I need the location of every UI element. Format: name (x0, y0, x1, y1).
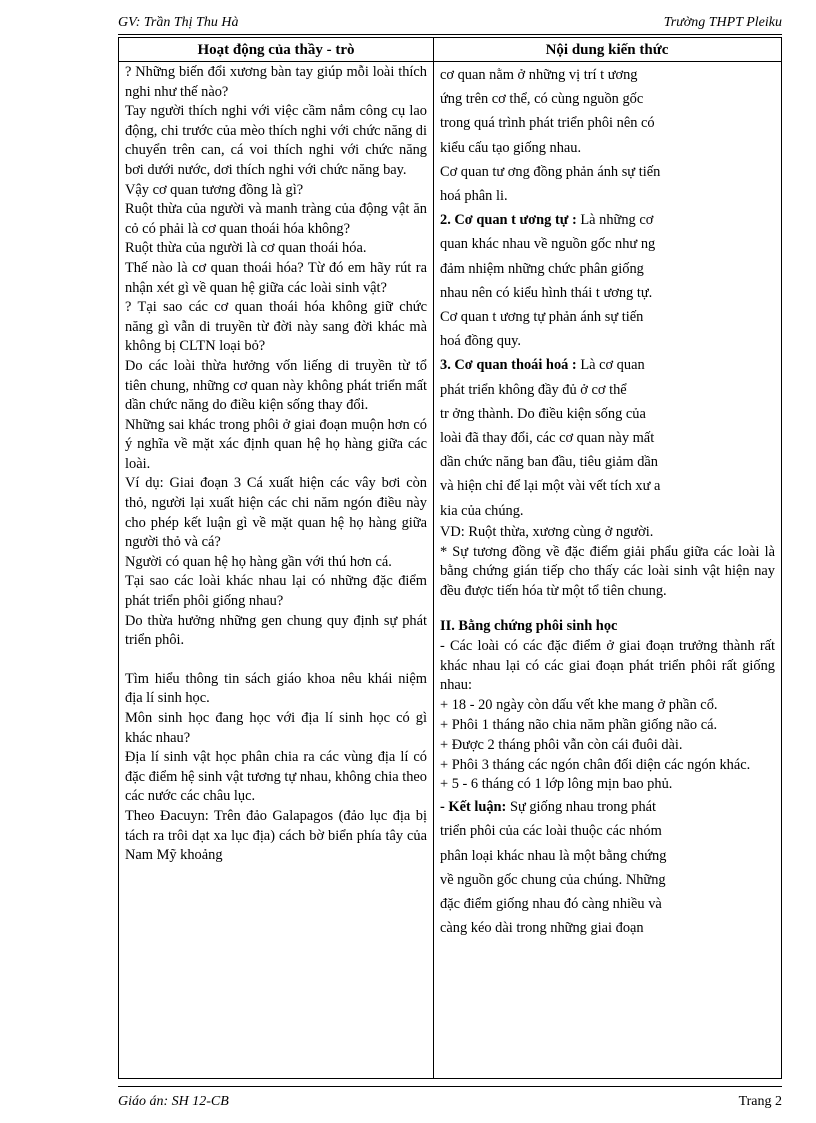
spacer (119, 651, 433, 670)
school-name: Trường THPT Pleiku (663, 15, 782, 30)
left-paragraph: Địa lí sinh vật học phân chia ra các vùng địa lí có đặc điểm hệ sinh vật tương tự nhau, không chia theo các nước các châu lục. (125, 749, 427, 805)
left-paragraph: ? Tại sao các cơ quan thoái hóa không giữ chức năng gì vẫn di truyền từ đời này sang đời khác mà không bị CLTN loại bỏ? (125, 299, 427, 355)
left-paragraph: Những sai khác trong phôi ở giai đoạn muộn hơn có ý nghĩa về mặt xác định quan hệ họ hàng giữa các loài. (125, 416, 427, 472)
right-paragraph: + 18 - 20 ngày còn dấu vết khe mang ở phần cổ. (440, 697, 718, 714)
left-paragraph: Tại sao các loài khác nhau lại có những đặc điểm phát triển phôi giống nhau? (125, 573, 427, 610)
footer-rule (118, 1086, 782, 1087)
right-paragraph: + 5 - 6 tháng có 1 lớp lông mịn bao phủ. (440, 776, 673, 793)
right-line: càng kéo dài trong những giai đoạn (440, 920, 644, 937)
lesson-table (118, 37, 782, 1079)
left-paragraph: ? Những biến đổi xương bàn tay giúp mỗi loài thích nghi như thế nào? (125, 64, 427, 100)
col-header-content: Nội dung kiến thức (433, 38, 781, 62)
lesson-label: Giáo án: SH 12-CB (118, 1094, 229, 1109)
right-line: phân loại khác nhau là một bằng chứng (440, 847, 667, 864)
section-2-title: 2. Cơ quan t ương tự : (440, 212, 577, 229)
right-line: cơ quan nằm ở những vị trí t ương (440, 67, 638, 83)
right-line: ứng trên cơ thể, có cùng nguồn gốc (440, 91, 644, 108)
right-line: về nguồn gốc chung của chúng. Những (440, 871, 666, 888)
conclusion-title: - Kết luận: (440, 799, 507, 816)
right-line: 2. Cơ quan t ương tự : Là những cơ (440, 212, 654, 229)
left-paragraph: Tay người thích nghi với việc cầm nắm công cụ lao động, chi trước của mèo thích nghi với chức năng di chuyển trên can, cá voi thích nghi với chức năng bơi dưới nước, dơi thích nghi với chức năng bay. (125, 103, 427, 178)
right-paragraph: + Phôi 1 tháng não chia năm phần giống não cá. (440, 717, 718, 734)
right-line: đặc điểm giống nhau đó càng nhiều và (440, 896, 662, 913)
right-paragraph: + Phôi 3 tháng các ngón chân đối diện các ngón khác. (440, 756, 751, 773)
right-line: dần chức năng ban đầu, tiêu giảm dần (440, 454, 658, 471)
note-paragraph: * Sự tương đồng về đặc điểm giải phẩu giữa các loài là bằng chứng gián tiếp cho thấy các loài sinh vật hiện nay đều được tiến hóa từ một tổ tiên chung. (440, 543, 775, 600)
right-line: kia của chúng. (440, 502, 524, 519)
left-paragraph: Tìm hiểu thông tin sách giáo khoa nêu khái niệm địa lí sinh học. (125, 670, 427, 707)
right-line: Cơ quan t ương tự phản ánh sự tiến (440, 309, 644, 326)
content-column (434, 63, 781, 1078)
right-line: đảm nhiệm những chức phân giống (440, 260, 644, 277)
header-rule (118, 34, 782, 35)
left-paragraph: Theo Đacuyn: Trên đảo Galapagos (đảo lục địa bị tách ra trôi dạt xa lục địa) cách bờ biển phía tây của Nam Mỹ khoảng (125, 807, 427, 864)
col-header-activities: Hoạt động của thầy - trò (119, 38, 433, 62)
right-paragraph: - Các loài có các đặc điểm ở giai đoạn trưởng thành rất khác nhau lại có các giai đoạn phát triển phôi rất giống nhau: (440, 637, 775, 694)
right-line: tr ởng thành. Do điều kiện sống của (440, 405, 646, 422)
right-line: quan khác nhau về nguồn gốc như ng (440, 236, 656, 253)
right-line: hoá phân li. (440, 188, 508, 205)
right-line: và hiện chỉ để lại một vài vết tích xư a (440, 478, 661, 495)
right-line: kiểu cấu tạo giống nhau. (440, 139, 582, 156)
example-line: VD: Ruột thừa, xương cùng ở người. (440, 523, 654, 540)
right-line: hoá đồng quy. (440, 333, 522, 350)
left-paragraph: Người có quan hệ họ hàng gần với thú hơn cá. (125, 553, 392, 570)
left-paragraph: Môn sinh học đang học với địa lí sinh học có gì khác nhau? (125, 710, 427, 746)
teacher-name: GV: Trần Thị Thu Hà (118, 15, 239, 30)
activities-column (119, 63, 433, 1078)
left-paragraph: Do thừa hưởng những gen chung quy định sự phát triển phôi. (125, 612, 427, 649)
right-line: loài đã thay đổi, các cơ quan này mất (440, 430, 655, 447)
spacer (434, 602, 781, 617)
left-paragraph: Thế nào là cơ quan thoái hóa? Từ đó em hãy rút ra nhận xét gì về quan hệ giữa các loài sinh vật? (125, 259, 427, 296)
right-line: nhau nên có kiểu hình thái t ương tự. (440, 284, 653, 301)
section-ii-title: II. Bằng chứng phôi sinh học (440, 618, 618, 635)
left-paragraph: Ruột thừa của người là cơ quan thoái hóa. (125, 240, 367, 257)
left-paragraph: Ví dụ: Giai đoạn 3 Cá xuất hiện các vây bơi còn thỏ, người lại xuất hiện các chi năm ngón điều này cho phép kết luận gì về mặt quan hệ họ hàng giữa người thỏ và cá? (125, 475, 427, 551)
right-line: phát triển không đầy đủ ở cơ thể (440, 381, 627, 398)
left-paragraph: Vậy cơ quan tương đồng là gì? (125, 181, 304, 198)
right-paragraph: + Được 2 tháng phôi vẫn còn cái đuôi dài. (440, 736, 683, 753)
right-line: - Kết luận: Sự giống nhau trong phát (440, 799, 657, 816)
left-paragraph: Do các loài thừa hưởng vốn liếng di truyền từ tổ tiên chung, những cơ quan này không phát triển mất dần chức năng do điều kiện sống thay đổi. (125, 357, 427, 414)
right-line: triển phôi của các loài thuộc các nhóm (440, 823, 662, 840)
right-line: trong quá trình phát triển phôi nên có (440, 115, 655, 132)
page-number: Trang 2 (738, 1094, 782, 1109)
right-line: 3. Cơ quan thoái hoá : Là cơ quan (440, 357, 645, 374)
section-3-title: 3. Cơ quan thoái hoá : (440, 357, 577, 374)
left-paragraph: Ruột thừa của người và manh tràng của động vật ăn cỏ có phải là cơ quan thoái hóa không? (125, 201, 427, 237)
right-line: Cơ quan tư ơng đồng phản ánh sự tiến (440, 163, 661, 180)
